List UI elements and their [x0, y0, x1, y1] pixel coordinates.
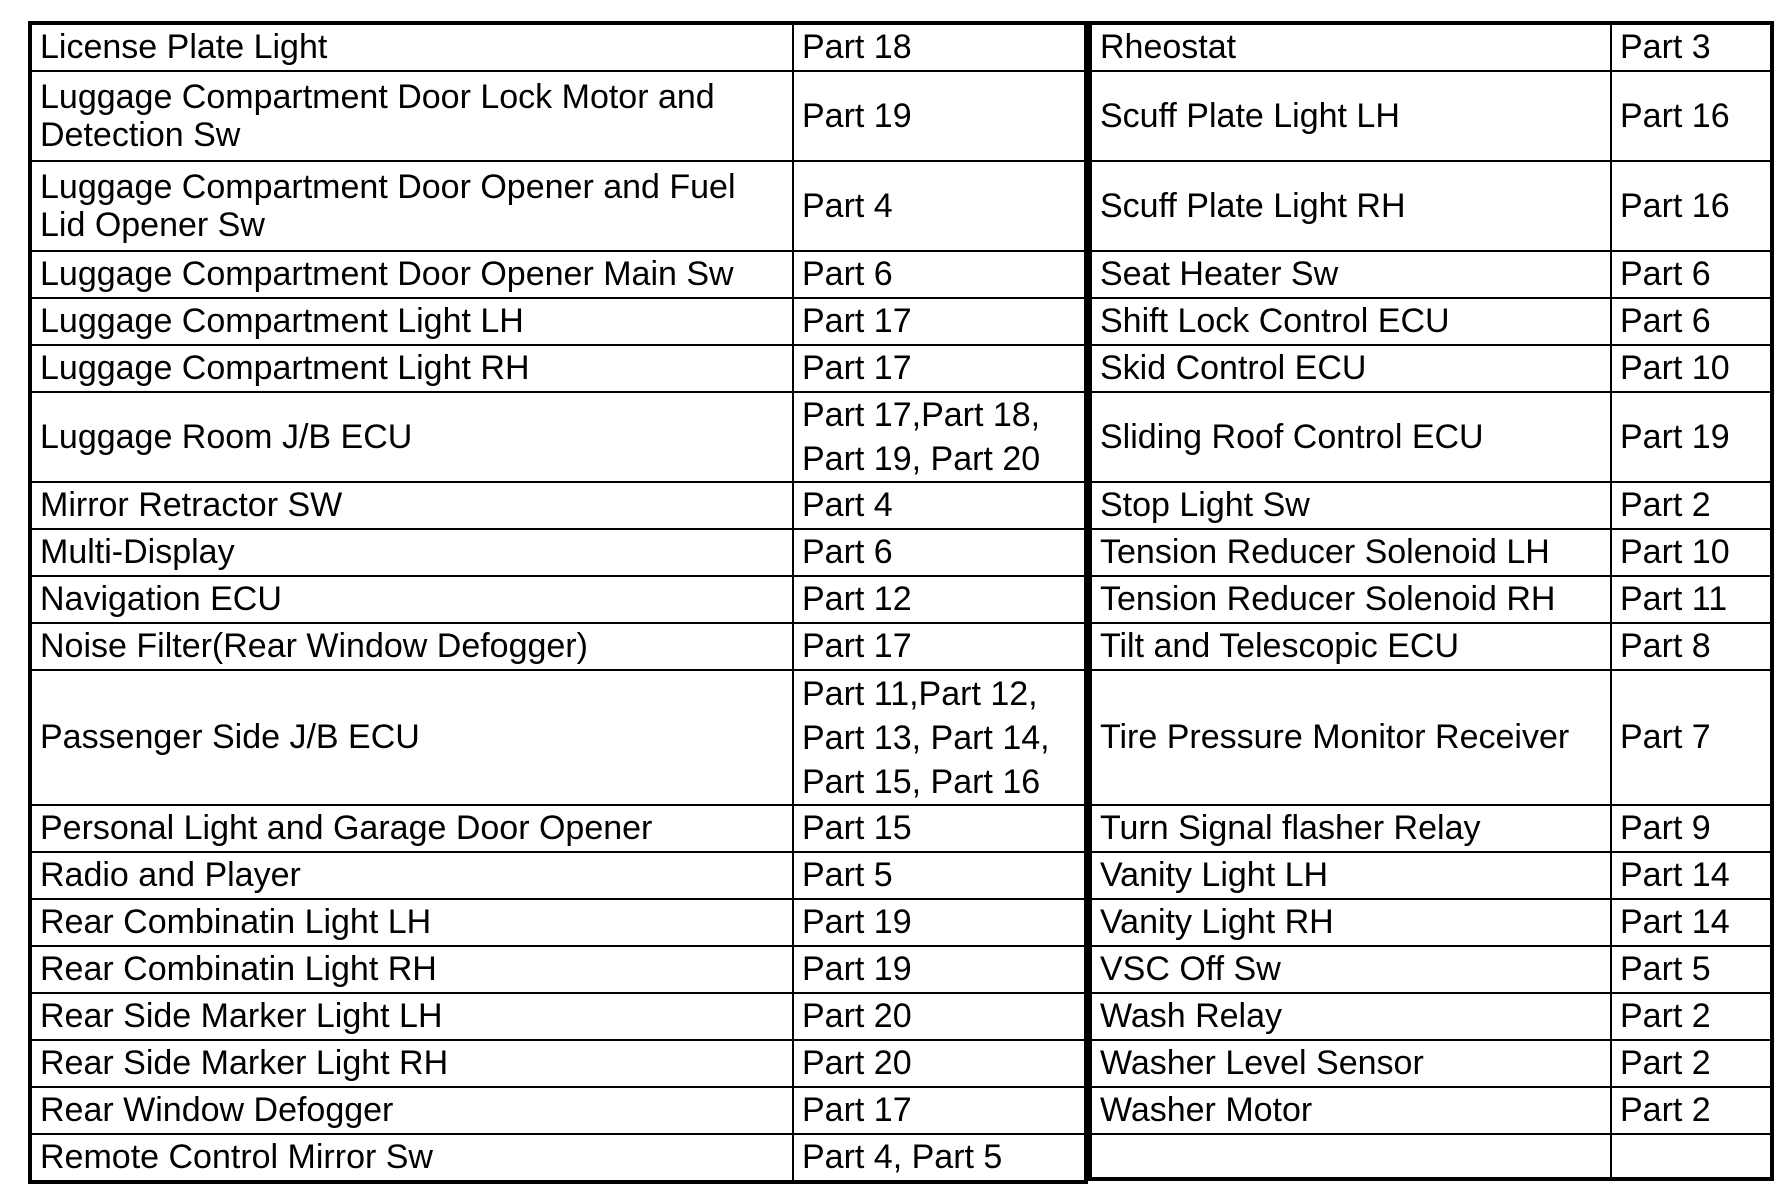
part-reference: Part 6 — [1611, 251, 1772, 298]
table-row — [1090, 251, 1772, 298]
table-row — [1090, 899, 1772, 946]
component-name: Rheostat — [1090, 23, 1611, 71]
table-row — [30, 23, 1086, 71]
table-row — [1090, 852, 1772, 899]
part-reference: Part 20 — [793, 1040, 1086, 1087]
table-row — [1090, 161, 1772, 251]
part-reference: Part 3 — [1611, 23, 1772, 71]
table-row — [30, 1134, 1086, 1182]
table-row — [30, 805, 1086, 852]
table-row — [1090, 1087, 1772, 1134]
table-row — [30, 529, 1086, 576]
part-reference: Part 20 — [793, 993, 1086, 1040]
component-name: Skid Control ECU — [1090, 345, 1611, 392]
part-reference: Part 12 — [793, 576, 1086, 623]
part-reference: Part 7 — [1611, 670, 1772, 805]
component-name: Noise Filter(Rear Window Defogger) — [30, 623, 793, 670]
part-reference: Part 19 — [1611, 392, 1772, 482]
part-reference: Part 2 — [1611, 993, 1772, 1040]
table-row — [30, 852, 1086, 899]
component-name: Washer Motor — [1090, 1087, 1611, 1134]
component-name: Radio and Player — [30, 852, 793, 899]
table-row — [1090, 946, 1772, 993]
component-name: Stop Light Sw — [1090, 482, 1611, 529]
table-row — [30, 623, 1086, 670]
part-reference: Part 5 — [793, 852, 1086, 899]
table-row — [1090, 670, 1772, 805]
part-reference: Part 15 — [793, 805, 1086, 852]
part-reference: Part 17,Part 18, Part 19, Part 20 — [793, 392, 1086, 482]
component-name: Shift Lock Control ECU — [1090, 298, 1611, 345]
part-reference: Part 17 — [793, 1087, 1086, 1134]
part-reference: Part 6 — [793, 251, 1086, 298]
table-row — [1090, 623, 1772, 670]
table-row — [1090, 392, 1772, 482]
component-name: License Plate Light — [30, 23, 793, 71]
component-name: Sliding Roof Control ECU — [1090, 392, 1611, 482]
component-name: Luggage Compartment Light RH — [30, 345, 793, 392]
component-name: Tilt and Telescopic ECU — [1090, 623, 1611, 670]
component-name: Rear Window Defogger — [30, 1087, 793, 1134]
component-name: Luggage Compartment Door Lock Motor and Detection Sw — [30, 71, 793, 161]
component-name: Luggage Compartment Door Opener Main Sw — [30, 251, 793, 298]
table-row — [1090, 482, 1772, 529]
table-row — [30, 946, 1086, 993]
table-row — [1090, 23, 1772, 71]
table-row — [30, 161, 1086, 251]
part-reference: Part 16 — [1611, 161, 1772, 251]
part-reference: Part 10 — [1611, 345, 1772, 392]
component-name: Turn Signal flasher Relay — [1090, 805, 1611, 852]
part-reference: Part 19 — [793, 71, 1086, 161]
part-reference: Part 17 — [793, 298, 1086, 345]
left-index-table — [28, 21, 1088, 1184]
table-row — [30, 899, 1086, 946]
table-row — [1090, 993, 1772, 1040]
part-reference: Part 4 — [793, 482, 1086, 529]
table-row — [1090, 805, 1772, 852]
part-reference — [1611, 1134, 1772, 1179]
table-row — [30, 392, 1086, 482]
component-name: Passenger Side J/B ECU — [30, 670, 793, 805]
component-name: Vanity Light LH — [1090, 852, 1611, 899]
part-reference: Part 2 — [1611, 1040, 1772, 1087]
part-reference: Part 6 — [793, 529, 1086, 576]
table-row — [1090, 1134, 1772, 1179]
component-name: Seat Heater Sw — [1090, 251, 1611, 298]
table-row — [1090, 529, 1772, 576]
component-name: Personal Light and Garage Door Opener — [30, 805, 793, 852]
table-row — [1090, 576, 1772, 623]
component-name: Washer Level Sensor — [1090, 1040, 1611, 1087]
component-name: Remote Control Mirror Sw — [30, 1134, 793, 1182]
part-reference: Part 14 — [1611, 852, 1772, 899]
part-reference: Part 16 — [1611, 71, 1772, 161]
part-reference: Part 10 — [1611, 529, 1772, 576]
component-name: Luggage Compartment Door Opener and Fuel Lid Opener Sw — [30, 161, 793, 251]
component-name: Tension Reducer Solenoid LH — [1090, 529, 1611, 576]
component-name: Scuff Plate Light RH — [1090, 161, 1611, 251]
component-name: Rear Side Marker Light RH — [30, 1040, 793, 1087]
part-reference: Part 17 — [793, 623, 1086, 670]
component-name: Wash Relay — [1090, 993, 1611, 1040]
table-row — [30, 298, 1086, 345]
part-reference: Part 4 — [793, 161, 1086, 251]
part-reference: Part 6 — [1611, 298, 1772, 345]
table-row — [1090, 345, 1772, 392]
component-name — [1090, 1134, 1611, 1179]
component-name: Rear Side Marker Light LH — [30, 993, 793, 1040]
table-row — [30, 251, 1086, 298]
component-name: VSC Off Sw — [1090, 946, 1611, 993]
component-name: Navigation ECU — [30, 576, 793, 623]
table-row — [30, 1087, 1086, 1134]
part-reference: Part 19 — [793, 899, 1086, 946]
part-reference: Part 17 — [793, 345, 1086, 392]
part-reference: Part 9 — [1611, 805, 1772, 852]
table-row — [30, 993, 1086, 1040]
component-name: Tension Reducer Solenoid RH — [1090, 576, 1611, 623]
component-name: Tire Pressure Monitor Receiver — [1090, 670, 1611, 805]
table-row — [30, 1040, 1086, 1087]
part-reference: Part 8 — [1611, 623, 1772, 670]
part-reference: Part 5 — [1611, 946, 1772, 993]
table-row — [30, 576, 1086, 623]
component-name: Luggage Compartment Light LH — [30, 298, 793, 345]
component-name: Scuff Plate Light LH — [1090, 71, 1611, 161]
table-row — [30, 670, 1086, 805]
part-reference: Part 2 — [1611, 482, 1772, 529]
part-reference: Part 11 — [1611, 576, 1772, 623]
table-row — [30, 71, 1086, 161]
component-name: Rear Combinatin Light LH — [30, 899, 793, 946]
component-name: Mirror Retractor SW — [30, 482, 793, 529]
part-reference: Part 2 — [1611, 1087, 1772, 1134]
table-row — [1090, 71, 1772, 161]
component-name: Luggage Room J/B ECU — [30, 392, 793, 482]
component-name: Rear Combinatin Light RH — [30, 946, 793, 993]
right-index-table — [1088, 21, 1774, 1181]
table-row — [30, 345, 1086, 392]
component-name: Multi-Display — [30, 529, 793, 576]
part-reference: Part 11,Part 12, Part 13, Part 14, Part 15, Part 16 — [793, 670, 1086, 805]
table-row — [1090, 1040, 1772, 1087]
part-reference: Part 14 — [1611, 899, 1772, 946]
table-row — [30, 482, 1086, 529]
part-reference: Part 19 — [793, 946, 1086, 993]
table-row — [1090, 298, 1772, 345]
component-name: Vanity Light RH — [1090, 899, 1611, 946]
part-reference: Part 4, Part 5 — [793, 1134, 1086, 1182]
part-reference: Part 18 — [793, 23, 1086, 71]
